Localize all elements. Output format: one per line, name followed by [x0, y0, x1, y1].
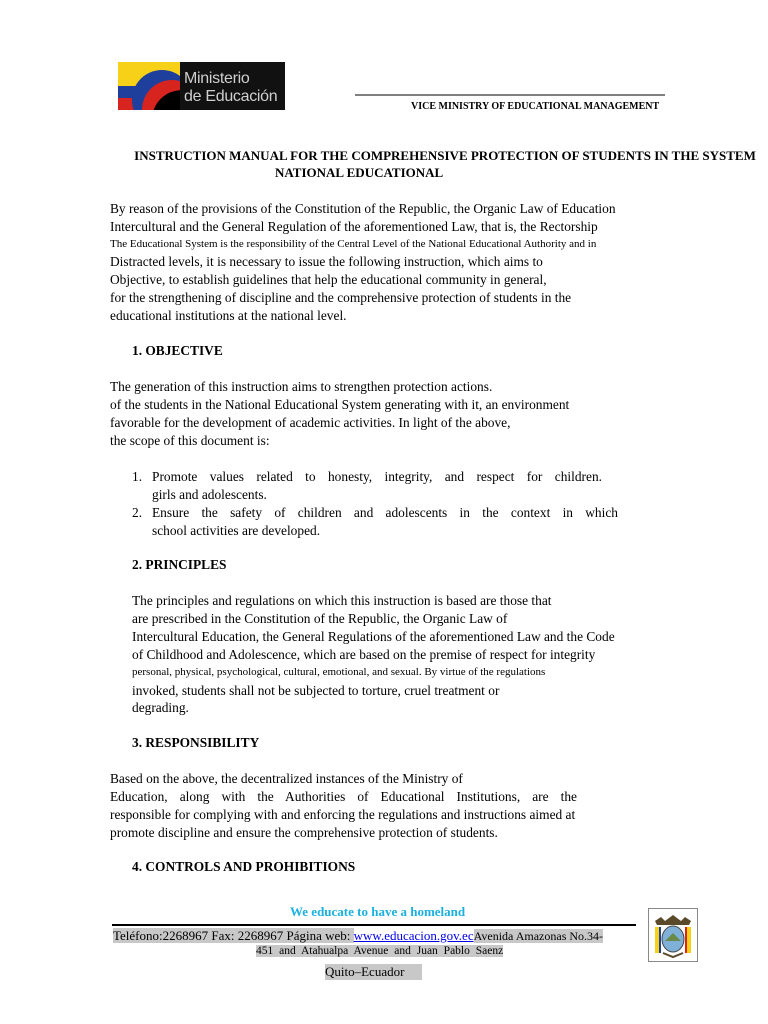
document-title-line-1: INSTRUCTION MANUAL FOR THE COMPREHENSIVE PROTECTION OF STUDENTS IN THE SYSTEM [134, 148, 756, 163]
logo-text [180, 62, 285, 110]
header-subtitle: VICE MINISTRY OF EDUCATIONAL MANAGEMENT [411, 101, 660, 112]
logo-line-2: de Educación [184, 88, 278, 105]
principles-line: The principles and regulations on which this instruction is based are those that [132, 593, 552, 608]
list-item-number: 1. [132, 469, 143, 484]
principles-line: of Childhood and Adolescence, which are based on the premise of respect for integrity [132, 647, 596, 662]
intro-line: By reason of the provisions of the Constitution of the Republic, the Organic Law of Education [110, 201, 616, 216]
logo-line-1: Ministerio [184, 70, 250, 87]
list-item-text: school activities are developed. [152, 523, 321, 538]
list-item-text: girls and adolescents. [152, 487, 267, 502]
section-heading-controls: 4. CONTROLS AND PROHIBITIONS [132, 859, 356, 874]
intro-line: Intercultural and the General Regulation of the aforementioned Law, that is, the Rectorship [110, 219, 598, 234]
intro-line: for the strengthening of discipline and the comprehensive protection of students in the [110, 290, 572, 305]
objective-line: of the students in the National Educational System generating with it, an environment [110, 397, 570, 412]
footer-website-link[interactable]: www.educacion.gov.ec [353, 928, 474, 943]
footer-city: Quito–Ecuador [325, 964, 422, 980]
principles-line: Intercultural Education, the General Regulations of the aforementioned Law and the Code [132, 629, 615, 644]
list-item-text: Ensure the safety of children and adolescents in the context in which [152, 505, 618, 520]
section-heading-objective: 1. OBJECTIVE [132, 343, 223, 358]
footer-rule [112, 924, 636, 926]
responsibility-line: Education, along with the Authorities of Educational Institutions, are the [110, 789, 577, 804]
footer-address-2: 451 and Atahualpa Avenue and Juan Pablo Saenz [256, 945, 504, 957]
flag-emblem-icon [118, 62, 180, 110]
intro-line: The Educational System is the responsibility of the Central Level of the National Educational Authority and in [110, 238, 597, 250]
footer-contact-line [113, 928, 603, 944]
responsibility-line: promote discipline and ensure the comprehensive protection of students. [110, 825, 498, 840]
principles-line: are prescribed in the Constitution of the Republic, the Organic Law of [132, 611, 508, 626]
footer-phone: Teléfono:2268967 Fax: 2268967 Página web: [113, 928, 354, 943]
header-rule [355, 94, 665, 96]
list-item-text: Promote values related to honesty, integrity, and respect for children. [152, 469, 602, 484]
ministry-logo [118, 62, 285, 110]
section-heading-principles: 2. PRINCIPLES [132, 557, 227, 572]
list-item-number: 2. [132, 505, 143, 520]
ecuador-coat-of-arms-icon [648, 908, 698, 962]
responsibility-line: Based on the above, the decentralized instances of the Ministry of [110, 771, 463, 786]
footer-address-1: Avenida Amazonas No.34- [473, 929, 604, 943]
principles-line: personal, physical, psychological, cultural, emotional, and sexual. By virtue of the regulations [132, 666, 546, 678]
intro-line: Distracted levels, it is necessary to issue the following instruction, which aims to [110, 254, 543, 269]
principles-line: invoked, students shall not be subjected to torture, cruel treatment or [132, 683, 500, 698]
objective-line: favorable for the development of academic activities. In light of the above, [110, 415, 511, 430]
intro-line: educational institutions at the national level. [110, 308, 347, 323]
intro-line: Objective, to establish guidelines that help the educational community in general, [110, 272, 547, 287]
footer-slogan: We educate to have a homeland [290, 904, 466, 919]
principles-line: degrading. [132, 700, 189, 715]
responsibility-line: responsible for complying with and enforcing the regulations and instructions aimed at [110, 807, 576, 822]
objective-line: The generation of this instruction aims to strengthen protection actions. [110, 379, 493, 394]
objective-line: the scope of this document is: [110, 433, 270, 448]
document-title-line-2: NATIONAL EDUCATIONAL [275, 165, 444, 180]
section-heading-responsibility: 3. RESPONSIBILITY [132, 735, 260, 750]
